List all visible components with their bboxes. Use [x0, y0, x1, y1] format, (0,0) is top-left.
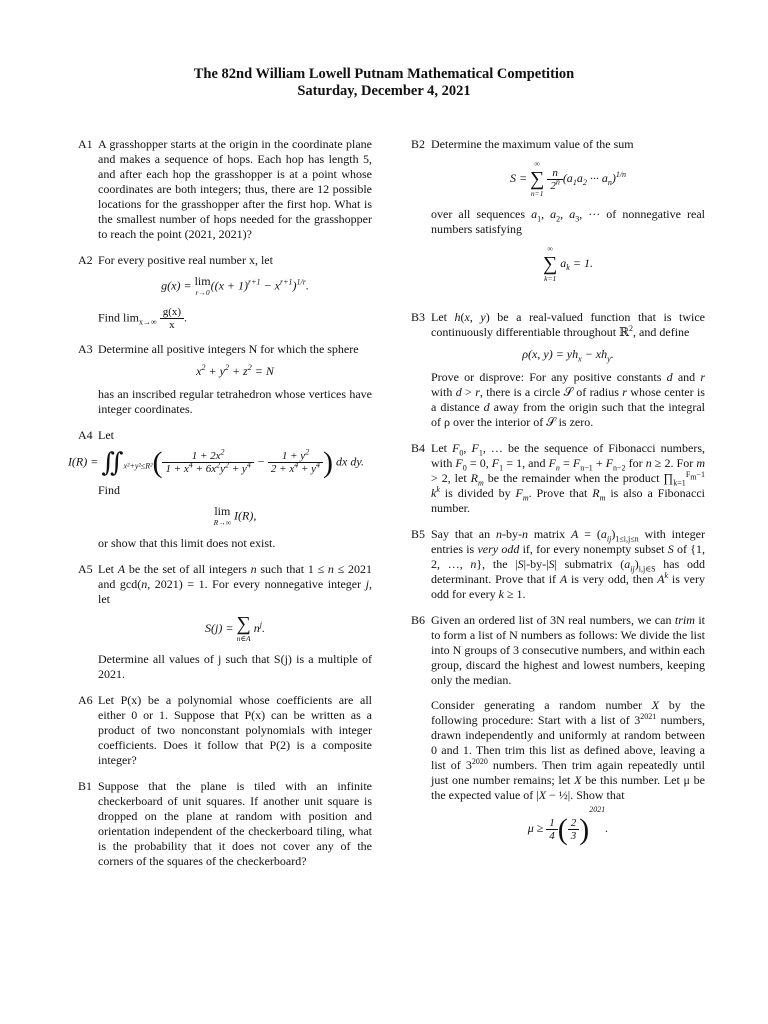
problem-a2 [78, 253, 372, 331]
problem-b5 [411, 527, 705, 602]
problem-text: Given an ordered list of 3N real numbers, we can trim it to form a list of N numbers as follows: We divide the list into N groups of 3 consecutive numbers, and within each group, discard the highest and lowest numbers, keeping only the median. [431, 613, 706, 687]
equation: lim R→∞ I(R), [213, 504, 257, 527]
problem-text: Prove or disprove: For any positive constants d and r with d > r, there is a circle 𝒮 of radius r whose center is a distance d away from the origin such that the integral of ρ over the interior of 𝒮 is zero. [431, 370, 705, 429]
problem-b4 [411, 441, 705, 516]
equation: S = ∞ ∑ n=1 $\frac{n}{2^n}$ ($a_1a_2$ ··· $a_n)^{1/n}$ [509, 159, 627, 198]
equation: ρ(x, $y) = yh_x - xh_y$. [522, 347, 614, 364]
problem-text: over all sequences $a_1$, $a_2$, $a_3$, ··· of nonnegative real numbers satisfying [431, 207, 705, 236]
problem-text: Let P(x) be a polynomial whose coefficients are all either 0 or 1. Suppose that P(x) can be written as a product of two nonconstant polynomials with integer coefficients. Does it follow that P(2) is a composite integer? [98, 693, 372, 767]
problem-label: A1 [78, 137, 93, 151]
equation: $x^2 + y^2 + z^2 = N$ [196, 363, 274, 378]
problem-label: A2 [78, 253, 93, 267]
equation: $I(R) = ∬_{x^2+y^2\le R^2}$( $\frac{1 + 2x^2}{1 + x^4 + 6x^2y^2 + y^4}$ − $\frac{1 + y^2}{2 + x^4 + y^4}$ ) dx dy. [67, 446, 365, 479]
problem-text: For every positive real number x, let [98, 253, 273, 267]
problem-b2 [411, 137, 705, 284]
left-column [67, 137, 372, 880]
problem-text: has an inscribed regular tetrahedron whose vertices have integer coordinates. [98, 387, 372, 416]
problem-label: A4 [78, 428, 93, 442]
equation: ∞ ∑ k=1 $a_k = 1$. [543, 244, 593, 283]
right-column [411, 137, 705, 853]
problem-label: B1 [78, 779, 93, 793]
document-date: Saturday, December 4, 2021 [297, 83, 471, 99]
equation: μ ≥ $\frac{1}{4}$ ( $\frac{2}{3}$ )$^{2021}$. [527, 805, 609, 846]
equation: S(j) = ∑ n∈A $n^j$. [205, 613, 265, 643]
problem-a6 [78, 693, 372, 768]
problem-text: Suppose that the plane is tiled with an infinite checkerboard of unit squares. If another unit square is dropped on the plane at random with position and orientation independent of the checkerboard tiling, what is the probability that it does not cover any of the corners of the squares of the checkerboard? [98, 779, 372, 868]
problem-text: Find $\lim_{x\to\infty}$ $\frac{g(x)}{x}$ . [98, 306, 188, 331]
problem-text: Let [98, 428, 114, 442]
problem-label: A3 [78, 342, 93, 356]
problem-a3 [78, 342, 372, 417]
problem-text: Determine all values of j such that S(j) is a multiple of 2021. [98, 652, 372, 681]
problem-text: Determine all positive integers N for which the sphere [98, 342, 359, 356]
problem-label: B3 [411, 310, 426, 324]
problem-label: B5 [411, 527, 426, 541]
problem-b1 [78, 779, 372, 869]
problem-text: Determine the maximum value of the sum [431, 137, 634, 151]
problem-label: A6 [78, 693, 93, 707]
problem-text: Consider generating a random number X by the following procedure: Start with a list of $3^{2021}$ numbers, drawn independently and uniformly at random between 0 and 1. Then trim this list as defined above, leaving a list of $3^{2020}$ numbers. Then trim again repeatedly until just one number remains; let X be this number. Let μ be the expected value of |X − ½|. Show that [431, 698, 705, 802]
problem-b3 [411, 310, 705, 430]
problem-a1 [78, 137, 372, 242]
problem-text: Say that an n-by-n matrix $A = (a_{ij})_{1\le i,j\le n}$ with integer entries is very odd if, for every nonempty subset S of {1, 2, …, n}, the |S|-by-|S| submatrix $(a_{ij})_{i,j\in S}$ has odd determinant. Prove that if A is very odd, then $A^k$ is very odd for every k ≥ 1. [431, 527, 705, 601]
problem-a4 [67, 428, 372, 551]
header [0, 66, 768, 100]
problem-label: A5 [78, 562, 93, 576]
problem-a5 [78, 562, 372, 682]
problem-text: or show that this limit does not exist. [98, 536, 276, 550]
problem-label: B2 [411, 137, 426, 151]
problem-text: Find [98, 483, 121, 497]
problem-text: Let $F_0$, $F_1$, … be the sequence of Fibonacci numbers, with $F_0 = 0$, $F_1 = 1$, and $F_n = F_{n-1} + F_{n-2}$ for n ≥ 2. For m > 2, let $R_m$ be the remainder when the product $\prod_{k=1}^{F_m-1}$ $k^k$ is divided by $F_m$. Prove that $R_m$ is also a Fibonacci number. [431, 441, 706, 515]
problem-text: Let A be the set of all integers n such that 1 ≤ n ≤ 2021 and gcd(n, 2021) = 1. For every nonnegative integer j, let [98, 562, 372, 606]
problem-text: Let h(x, y) be a real-valued function that is twice continuously differentiable throughout ℝ$^2$, and define [431, 310, 706, 339]
equation: g(x) = lim r→0 $((x + 1)^{r+1} - x^{r+1})^{1/r}$. [161, 274, 309, 297]
problem-b6 [411, 613, 706, 846]
problem-text: A grasshopper starts at the origin in the coordinate plane and makes a sequence of hops. Each hop has length 5, and after each hop the grasshopper is at a point whose coordinates are both integers; thus, there are 12 possible locations for the grasshopper after the first hop. What is the smallest number of hops needed for the grasshopper to reach the point (2021, 2021)? [98, 137, 372, 241]
problem-label: B4 [411, 441, 426, 455]
problem-label: B6 [411, 613, 426, 627]
document-title: The 82nd William Lowell Putnam Mathematical Competition [193, 66, 575, 82]
